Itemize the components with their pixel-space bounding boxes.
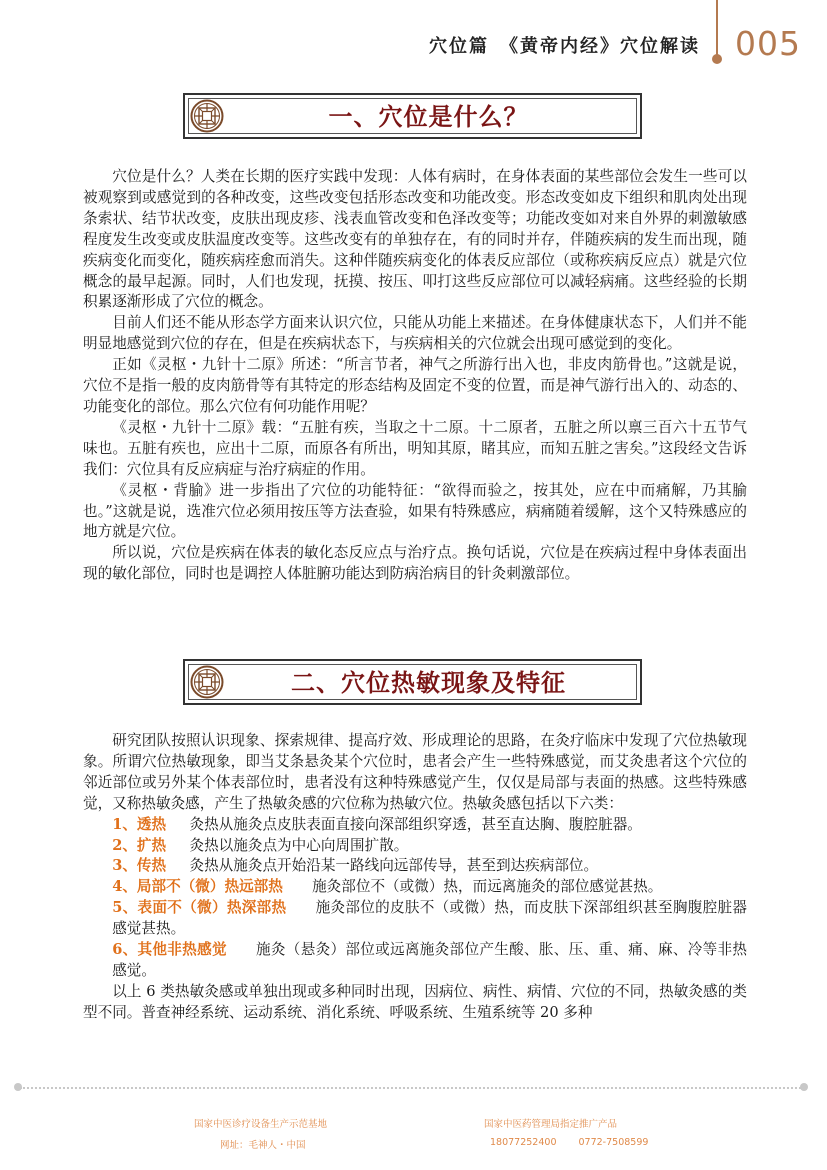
running-header-title: 穴位篇 《黄帝内经》穴位解读 (429, 36, 700, 57)
section1-title: 一、穴位是什么？ (328, 102, 529, 131)
section2-title: 二、穴位热敏现象及特征 (291, 668, 566, 697)
footer-phones (490, 1137, 670, 1148)
section1-heading-box (183, 93, 642, 139)
header-divider-dot (712, 54, 722, 64)
list-item-label: 3、传热 (112, 857, 167, 875)
list-item-text: 施灸（悬灸）部位或远离施灸部位产生酸、胀、压、重、痛、麻、冷等非热感觉。 (112, 941, 747, 979)
section2-heading-box (183, 659, 642, 705)
paragraph: 《灵枢・九针十二原》载：“五脏有疾，当取之十二原。十二原者，五脏之所以禀三百六十五节气味也。五脏有疾也，应出十二原，而原各有所出，明知其原，睹其应，而知五脏之害矣。”这段经文告诉我们：穴位具有反应病症与治疗病症的作用。 (83, 418, 747, 478)
paragraph: 穴位是什么？人类在长期的医疗实践中发现：人体有病时，在身体表面的某些部位会发生一些可以被观察到或感觉到的各种改变，这些改变包括形态改变和功能改变。形态改变如皮下组织和肌肉处出现条索状、结节状改变，皮肤出现皮疹、浅表血管改变和色泽改变等；功能改变如对来自外界的刺激敏感程度发生改变或皮肤温度改变等。这些改变有的单独存在，有的同时并存，伴随疾病的发生而出现，随疾病变化而变化，随疾病痊愈而消失。这种伴随疾病变化的体表反应部位（或称疾病反应点）就是穴位概念的最早起源。同时，人们也发现，抚摸、按压、叩打这些反应部位可以减轻病痛。这些经验的长期积累逐渐形成了穴位的概念。 (83, 168, 747, 311)
section2-body (83, 731, 747, 1024)
footer-product-text: 国家中医药管理局指定推广产品 (484, 1119, 618, 1130)
footer-divider-dot (14, 1083, 22, 1091)
footer-phone-2: 0772-7508599 (578, 1137, 649, 1148)
paragraph: 正如《灵枢・九针十二原》所述：“所言节者，神气之所游行出入也，非皮肉筋骨也。”这就是说，穴位不是指一般的皮肉筋骨等有其特定的形态结构及固定不变的位置，而是神气游行出入的、动态的、功能变化的部位。那么穴位有何功能作用呢？ (83, 356, 747, 415)
list-item-label: 4、局部不（微）热远部热 (112, 878, 283, 896)
list-item (83, 856, 747, 877)
list-item (83, 815, 747, 836)
list-item (83, 940, 747, 982)
list-item-label: 5、表面不（微）热深部热 (112, 899, 287, 917)
footer-divider (20, 1087, 804, 1089)
list-item-label: 2、扩热 (112, 836, 167, 854)
footer-phone-1: 18077252400 (490, 1137, 557, 1148)
page-number: 005 (735, 24, 801, 63)
lattice-emblem-icon (190, 665, 224, 699)
paragraph: 研究团队按照认识现象、探索规律、提高疗效、形成理论的思路，在灸疗临床中发现了穴位热敏现象。所谓穴位热敏现象，即当艾条悬灸某个穴位时，患者会产生一些特殊感觉，而艾灸患者这个穴位的邻近部位或另外某个体表部位时，患者没有这种特殊感觉产生，仅仅是局部与表面的热感。这些特殊感觉，又称热敏灸感，产生了热敏灸感的穴位称为热敏穴位。热敏灸感包括以下六类： (83, 732, 747, 812)
footer-divider-dot (800, 1083, 808, 1091)
list-item-text: 灸热以施灸点为中心向周围扩散。 (189, 836, 409, 854)
list-item (83, 836, 747, 857)
footer-website: 网址：毛神人・中国 (220, 1140, 306, 1151)
list-item-text: 施灸部位的皮肤不（或微）热，而皮肤下深部组织甚至胸腹腔脏器感觉甚热。 (112, 899, 747, 938)
list-item-label: 1、透热 (112, 815, 167, 833)
paragraph: 以上 6 类热敏灸感或单独出现或多种同时出现，因病位、病性、病情、穴位的不同，热敏灸感的类型不同。普查神经系统、运动系统、消化系统、呼吸系统、生殖系统等 20 多种 (83, 982, 747, 1021)
section1-body (83, 167, 747, 585)
list-item (83, 877, 747, 898)
list-item-label: 6、其他非热感觉 (112, 941, 227, 959)
list-item-text: 灸热从施灸点皮肤表面直接向深部组织穿透，甚至直达胸、腹腔脏器。 (189, 815, 642, 833)
paragraph: 所以说，穴位是疾病在体表的敏化态反应点与治疗点。换句话说，穴位是在疾病过程中身体表面出现的敏化部位，同时也是调控人体脏腑功能达到防病治病目的针灸刺激部位。 (83, 544, 747, 583)
footer-base-text: 国家中医诊疗设备生产示范基地 (194, 1119, 328, 1130)
list-item-text: 灸热从施灸点开始沿某一路线向远部传导，甚至到达疾病部位。 (189, 857, 599, 875)
paragraph: 目前人们还不能从形态学方面来认识穴位，只能从功能上来描述。在身体健康状态下，人们并不能明显地感觉到穴位的存在，但是在疾病状态下，与疾病相关的穴位就会出现可感觉到的变化。 (83, 314, 747, 353)
header-divider (716, 0, 718, 58)
paragraph: 《灵枢・背腧》进一步指出了穴位的功能特征：“欲得而验之，按其处，应在中而痛解，乃其腧也。”这就是说，选准穴位必须用按压等方法查验，如果有特殊感应，病痛随着缓解，这个又特殊感应的地方就是穴位。 (83, 481, 747, 541)
list-item-text: 施灸部位不（或微）热，而远离施灸的部位感觉甚热。 (312, 878, 663, 896)
list-item (83, 898, 747, 940)
lattice-emblem-icon (190, 99, 224, 133)
